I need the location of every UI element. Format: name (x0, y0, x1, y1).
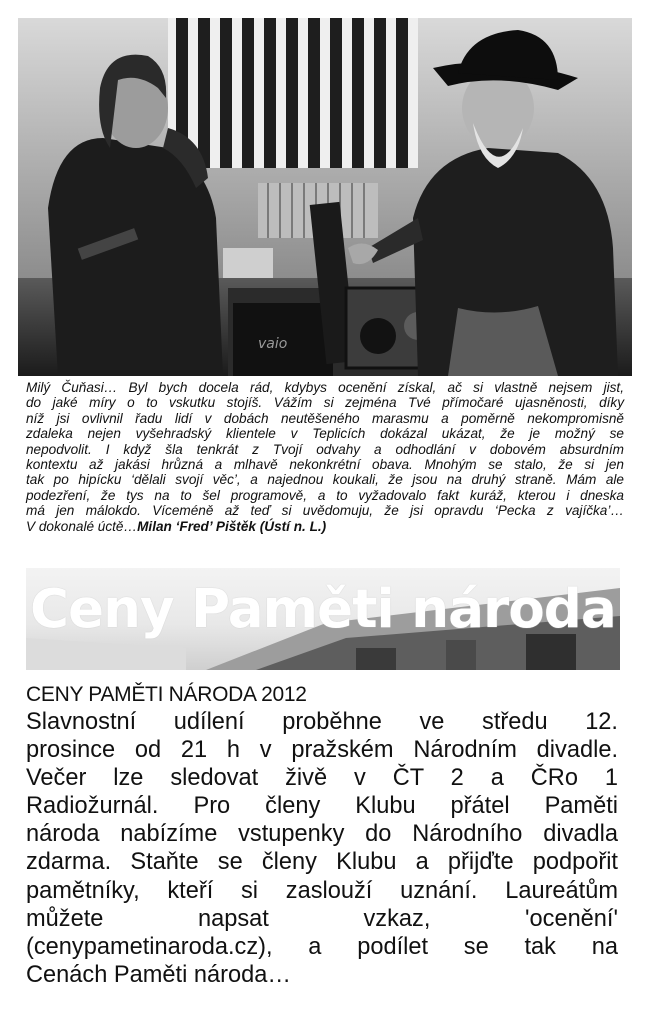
article-line: (cenypametinaroda.cz), a podílet se tak na (26, 933, 618, 960)
article-line: národa nabízíme vstupenky do Národního divadla (26, 821, 618, 848)
caption-line: nepodvolit. I když šla tenkrát z Tvojí odvahy a odhodlání v dobovém absurdním (26, 441, 624, 457)
article-line: můžete napsat vzkaz, 'ocenění' (26, 905, 618, 932)
article-line: Večer lze sledovat živě v ČT 2 a ČRo 1 (26, 765, 618, 792)
article-heading: CENY PAMĚTI NÁRODA 2012 (26, 683, 307, 706)
caption-line: má jen málokdo. Víceméně až teď si uvědomuju, že jsi opravdu ‘Pecka z vajíčka’… (26, 503, 624, 519)
article-line: Slavnostní udílení proběhne ve středu 12. (26, 709, 618, 735)
svg-text:vaio: vaio (258, 336, 288, 352)
article (26, 682, 618, 989)
article-line: Radiožurnál. Pro členy Klubu přátel Paměti (26, 793, 618, 820)
article-line: zdarma. Staňte se členy Klubu a přijďte podpořit (26, 849, 618, 876)
caption-line: podezření, že tys na to šel programově, a to vyžadovalo fakt kuráž, kterou i dneska (26, 487, 624, 503)
window-blinds (168, 18, 418, 168)
article-body (26, 708, 618, 989)
article-line: Cenách Paměti národa… (26, 961, 291, 988)
photo-caption-letter (26, 380, 624, 534)
photo-illustration (18, 18, 632, 376)
caption-line: kontextu až jakási hrůzná a mlhavě nekonkrétní obava. Mnohým se stalo, že si jen (26, 457, 624, 473)
caption-line: Milý Čuňasi… Byl bych docela rád, kdybys ocenění získal, ač si vlastně nejsem jist, (26, 380, 624, 395)
caption-closing-line (26, 519, 624, 534)
caption-line: do jaké míry o to vskutku stojíš. Vážím si zejména Tvé přímočaré ujasněnosti, díky (26, 395, 624, 411)
banner-title: Ceny Paměti národa (30, 578, 616, 640)
caption-line: níž jsi ovlivnil řadu lidí v dobách neutěšeného marasmu a poměrně nekompromisně (26, 410, 624, 426)
caption-signature: Milan ‘Fred’ Pištěk (Ústí n. L.) (137, 518, 327, 534)
caption-closing: V dokonalé úctě… (26, 518, 138, 534)
photo-two-men (18, 18, 632, 376)
article-line: prosince od 21 h v pražském Národním divadle. (26, 737, 618, 764)
caption-line: tak po hipícku ‘dělali svojí věc’, a najednou koukali, že jsou na druhý straně. Mám ale (26, 472, 624, 488)
caption-line: zdaleka nejen vyšehradský klientele v Teplicích dokázal ukázat, že je možný se (26, 426, 624, 442)
banner-ceny-pameti-naroda (26, 568, 620, 670)
article-line: pamětníky, kteří si zaslouží uznání. Laureátům (26, 877, 618, 904)
